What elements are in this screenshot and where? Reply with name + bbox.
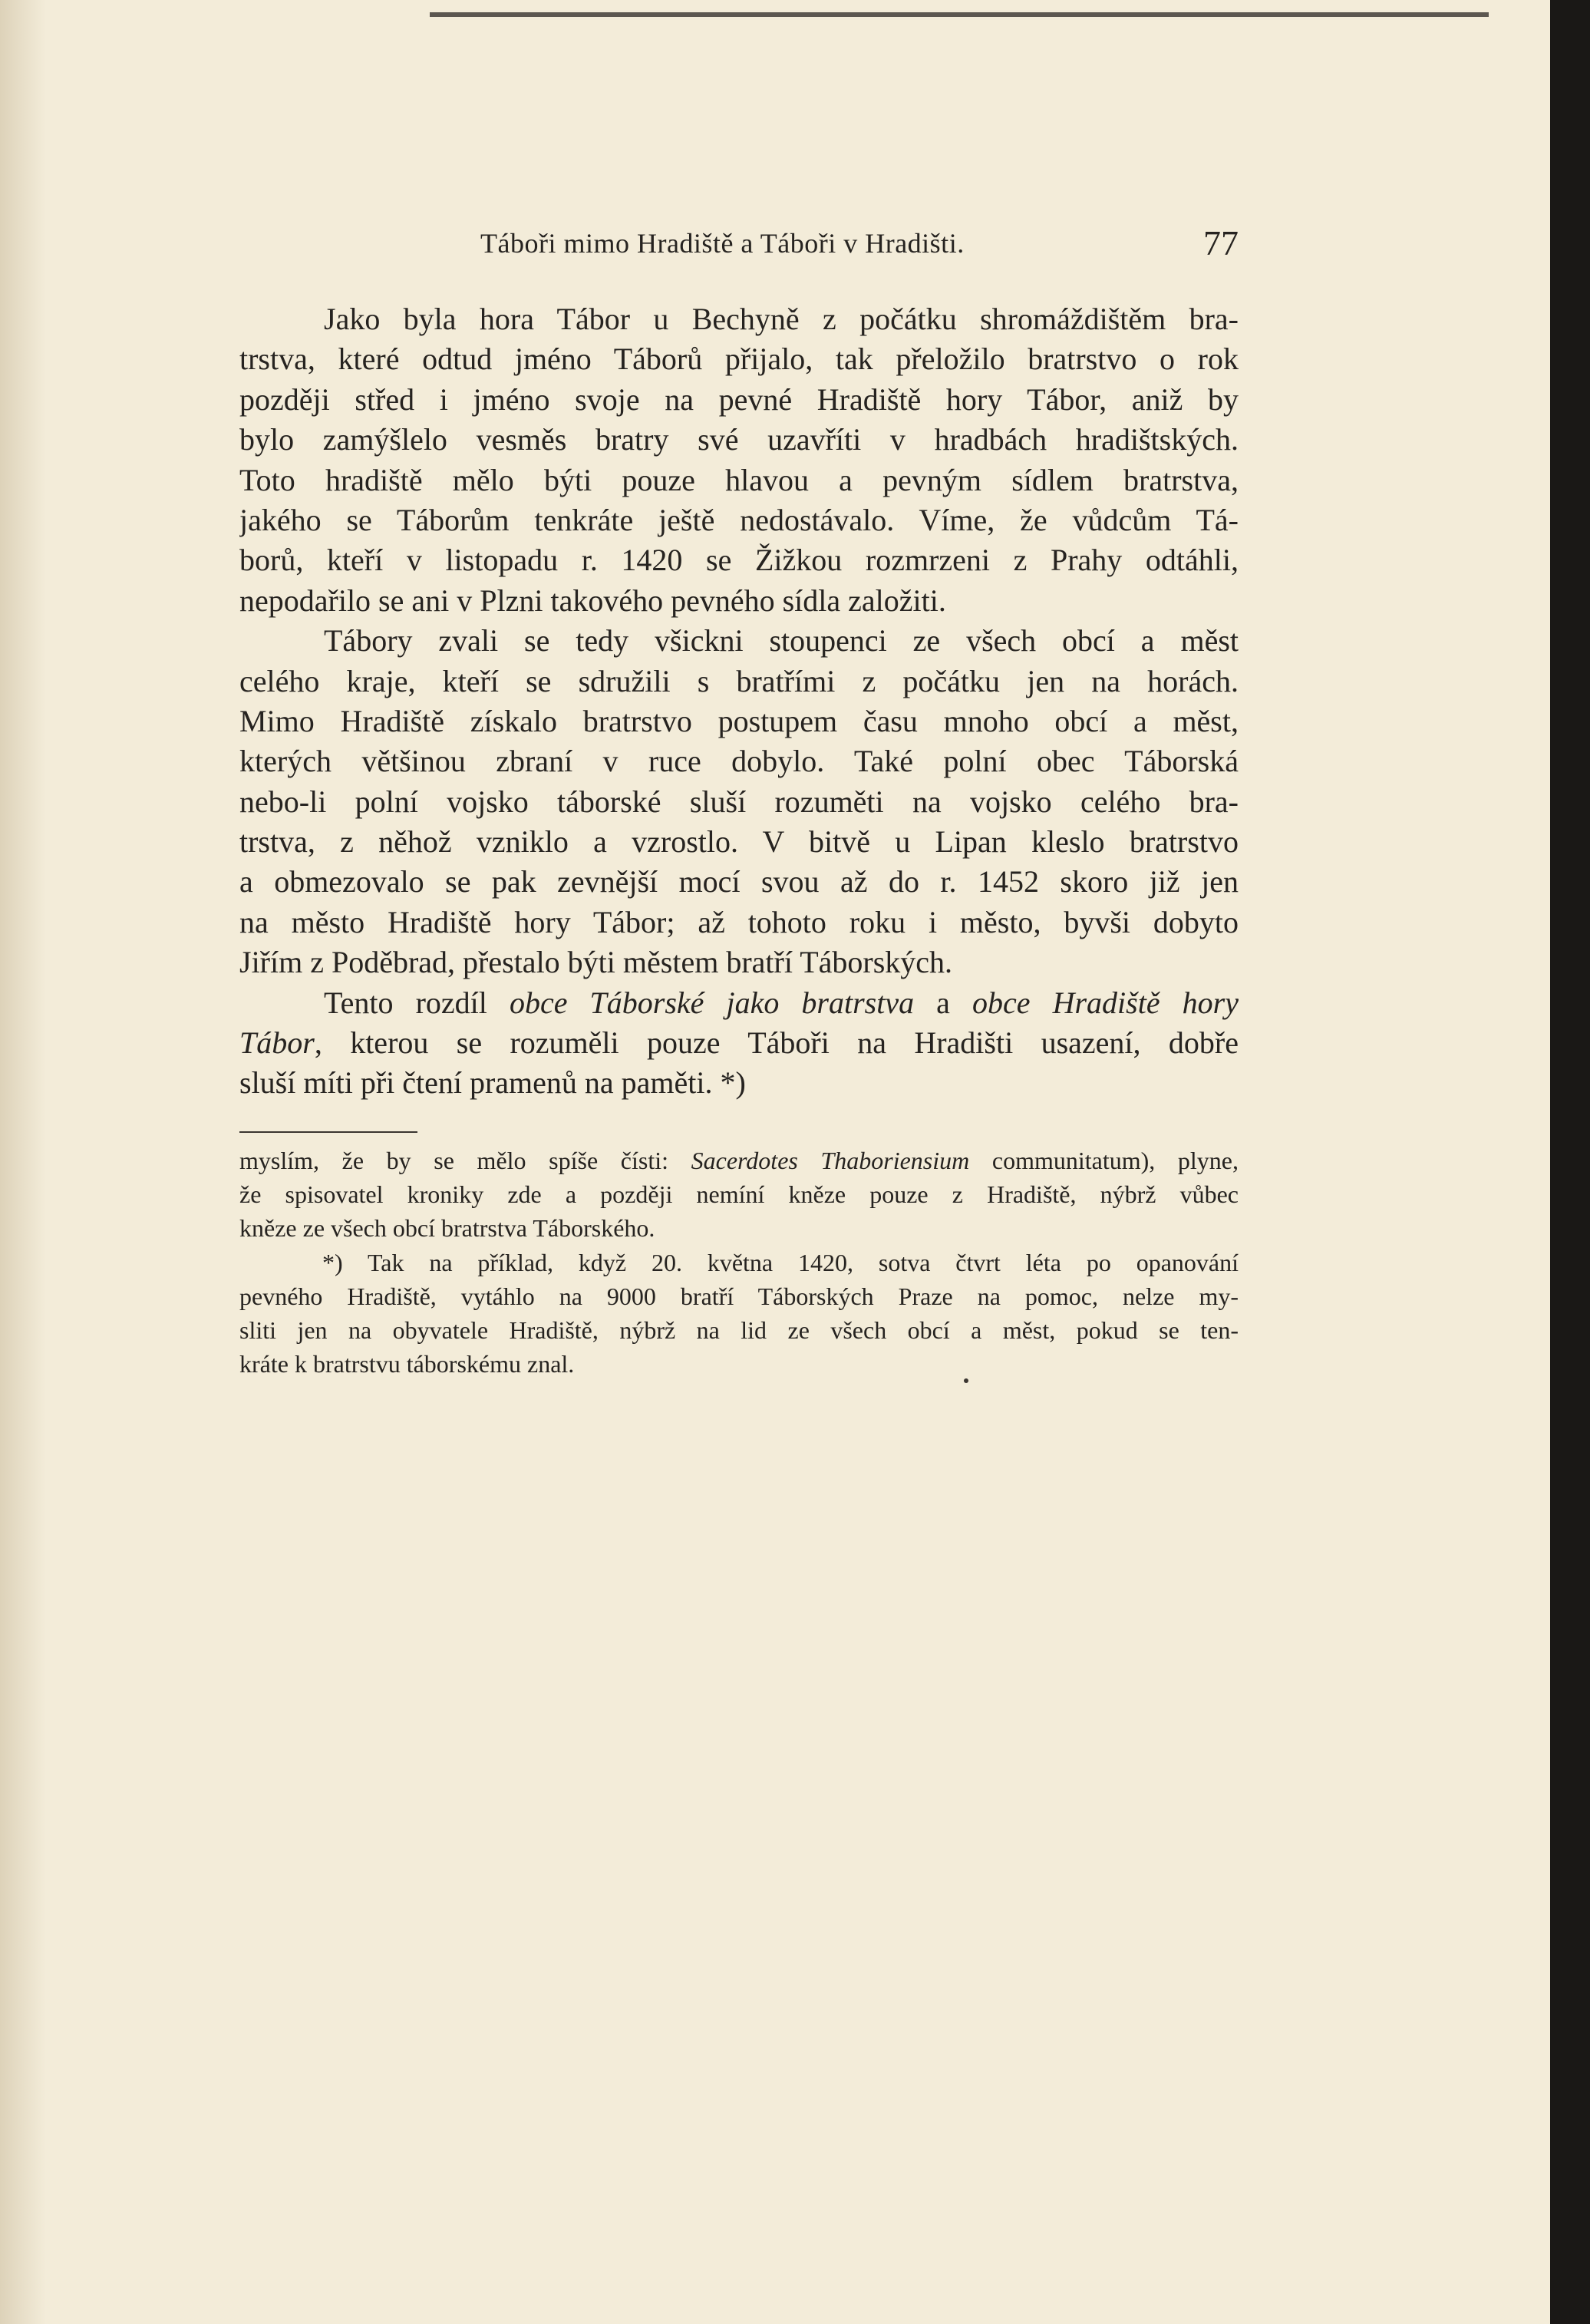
- text-run: a: [914, 985, 973, 1020]
- emphasis: obce Hradiště hory: [972, 985, 1239, 1020]
- page-header: [239, 220, 1239, 266]
- text-line: jakého se Táborům tenkráte ještě nedostávalo. Víme, že vůdcům Tá-: [239, 502, 1239, 537]
- text-run: Tento rozdíl: [324, 985, 510, 1020]
- text-line: bylo zamýšlelo vesměs bratry své uzavříti v hradbách hradištských.: [239, 422, 1239, 457]
- text-line: Mimo Hradiště získalo bratrstvo postupem času mnoho obcí a měst,: [239, 703, 1239, 738]
- text-run: communitatum), plyne,: [969, 1147, 1239, 1174]
- footnote-divider: [239, 1131, 417, 1133]
- ink-speck: [964, 1378, 968, 1383]
- page-number: 77: [1203, 223, 1239, 262]
- text-line: kterých většinou zbraní v ruce dobylo. Také polní obec Táborská: [239, 744, 1239, 779]
- footnote-line: že spisovatel kroniky zde a později nemíní kněze pouze z Hradiště, nýbrž vůbec: [239, 1180, 1239, 1209]
- text-line: nebo-li polní vojsko táborské sluší rozuměti na vojsko celého bra-: [239, 784, 1239, 819]
- text-line: Jako byla hora Tábor u Bechyně z počátku shromáždištěm bra-: [324, 302, 1239, 336]
- emphasis: Tábor: [239, 1025, 315, 1061]
- top-edge-mark: [430, 12, 1489, 17]
- footnote-line: *) Tak na příklad, když 20. května 1420, sotva čtvrt léta po opanování: [322, 1248, 1239, 1276]
- text-line: sluší míti při čtení pramenů na paměti. *): [239, 1065, 746, 1101]
- text-line: trstva, z něhož vzniklo a vzrostlo. V bitvě u Lipan kleslo bratrstvo: [239, 824, 1239, 860]
- text-line: [239, 1023, 1239, 1063]
- footnote-line: kráte k bratrstvu táborskému znal.: [239, 1350, 575, 1378]
- text-line: Tábory zvali se tedy všickni stoupenci ze všech obcí a měst: [324, 623, 1239, 659]
- emphasis: obce Táborské jako bratrstva: [509, 985, 915, 1020]
- text-line: později střed i jméno svoje na pevné Hradiště hory Tábor, aniž by: [239, 381, 1239, 417]
- footnote-line: [239, 1144, 1239, 1177]
- footnote-line: sliti jen na obyvatele Hradiště, nýbrž na lid ze všech obcí a měst, pokud se ten-: [239, 1316, 1239, 1344]
- footnotes: [239, 1144, 1239, 1381]
- running-head: Táboři mimo Hradiště a Táboři v Hradišti.: [480, 228, 965, 259]
- body-text: [239, 299, 1239, 1104]
- text-line: Jiřím z Poděbrad, přestalo býti městem bratří Táborských.: [239, 945, 953, 980]
- text-line: Toto hradiště mělo býti pouze hlavou a pevným sídlem bratrstva,: [239, 462, 1239, 497]
- emphasis: Sacerdotes Thaboriensium: [691, 1147, 970, 1174]
- page-edge: [1550, 0, 1590, 2324]
- text-line: nepodařilo se ani v Plzni takového pevného sídla založiti.: [239, 583, 946, 618]
- text-run: myslím, že by se mělo spíše čísti:: [239, 1147, 691, 1174]
- text-line: [239, 983, 1239, 1023]
- footnote-line: kněze ze všech obcí bratrstva Táborského.: [239, 1214, 655, 1243]
- text-line: celého kraje, kteří se sdružili s bratřími z počátku jen na horách.: [239, 663, 1239, 698]
- text-line: borů, kteří v listopadu r. 1420 se Žižkou rozmrzeni z Prahy odtáhli,: [239, 543, 1239, 578]
- page-shadow: [0, 0, 46, 2324]
- text-line: trstva, které odtud jméno Táborů přijalo, tak přeložilo bratrstvo o rok: [239, 342, 1239, 377]
- text-line: a obmezovalo se pak zevnější mocí svou až do r. 1452 skoro již jen: [239, 864, 1239, 900]
- text-run: , kterou se rozuměli pouze Táboři na Hradišti usazení, dobře: [314, 1025, 1239, 1061]
- footnote-line: pevného Hradiště, vytáhlo na 9000 bratří Táborských Praze na pomoc, nelze my-: [239, 1282, 1239, 1310]
- text-line: na město Hradiště hory Tábor; až tohoto roku i město, byvši dobyto: [239, 904, 1239, 939]
